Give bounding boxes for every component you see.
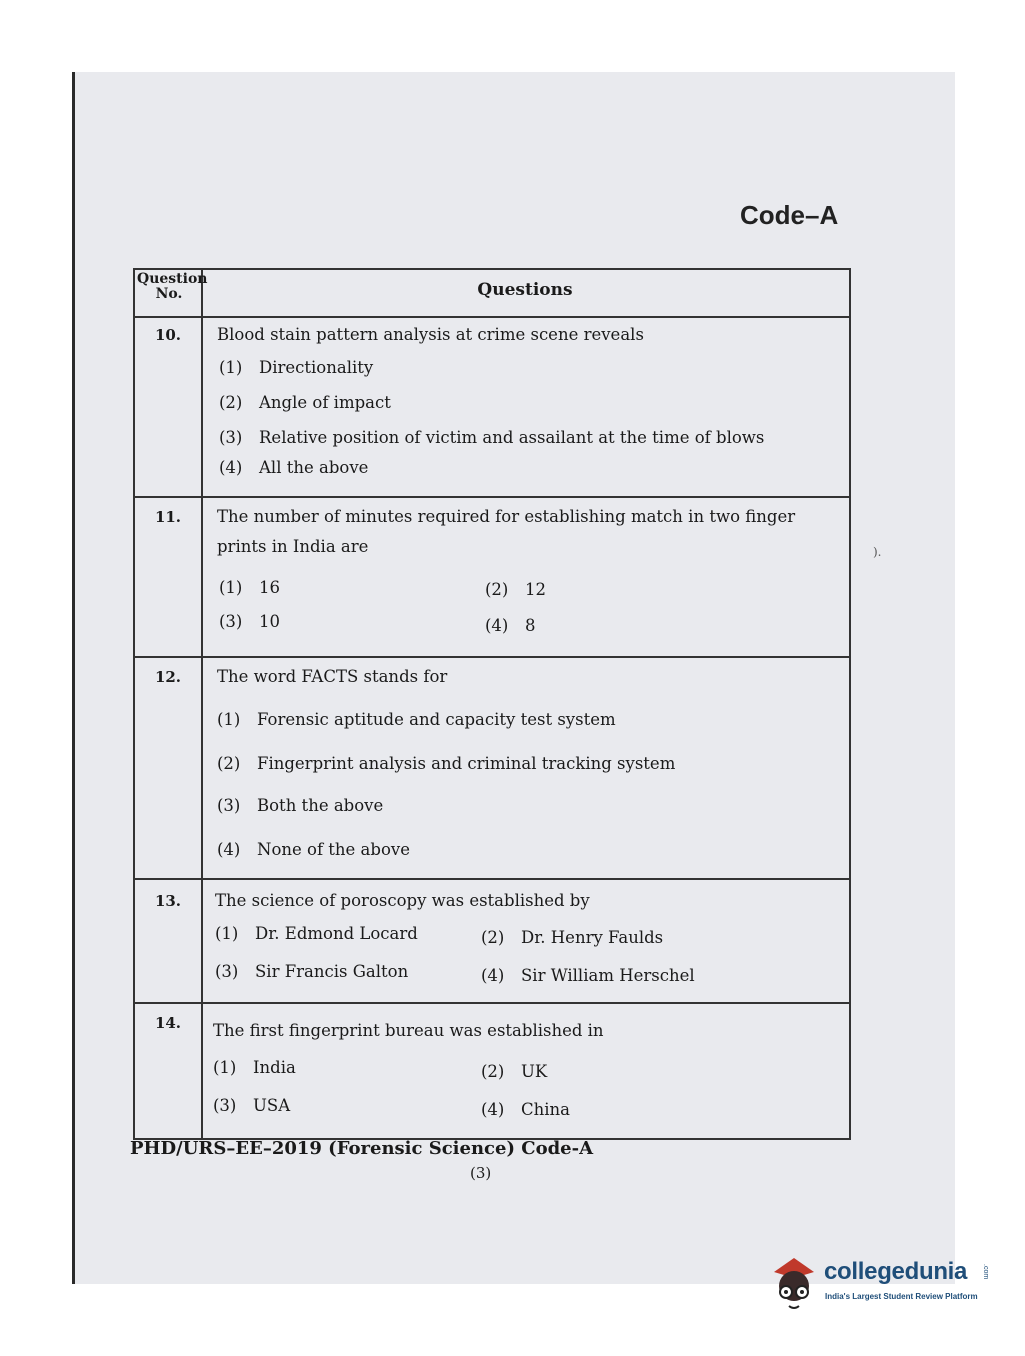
collegedunia-logo	[766, 1250, 996, 1316]
question-text: The first fingerprint bureau was established in	[213, 1021, 604, 1040]
option: (3) USA	[213, 1096, 291, 1115]
question-text: The science of poroscopy was established by	[215, 891, 590, 910]
option: (4) None of the above	[217, 840, 410, 859]
option: (1) Directionality	[219, 358, 374, 377]
page-number: (3)	[470, 1164, 492, 1182]
question-number: 13.	[154, 892, 182, 910]
question-row-14	[135, 1002, 849, 1138]
logo-superscript: .com	[982, 1264, 989, 1280]
option: (3) Both the above	[217, 796, 384, 815]
question-row-13	[135, 878, 849, 1004]
option: (3) Relative position of victim and assailant at the time of blows	[219, 428, 765, 447]
option: (1) Dr. Edmond Locard	[215, 924, 418, 943]
margin-mark: ).	[873, 545, 882, 559]
paper-code-top: Code–A	[740, 200, 839, 230]
question-number: 10.	[154, 326, 182, 344]
question-row-12	[135, 656, 849, 880]
option: (2) Fingerprint analysis and criminal tracking system	[217, 754, 676, 773]
option: (4) Sir William Herschel	[481, 966, 695, 985]
paper-footer-code: PHD/URS–EE–2019 (Forensic Science) Code-A	[130, 1138, 594, 1159]
question-no-header: Question No.	[137, 271, 208, 302]
option: (1) India	[213, 1058, 296, 1077]
option: (4) China	[481, 1100, 570, 1119]
option: (2) Angle of impact	[219, 393, 391, 412]
questions-header: Questions	[477, 280, 573, 300]
option: (1) Forensic aptitude and capacity test system	[217, 710, 616, 729]
question-row-10	[135, 316, 849, 498]
question-text: The word FACTS stands for	[217, 667, 448, 686]
table-header	[135, 270, 849, 318]
question-number: 12.	[154, 668, 182, 686]
option: (2) UK	[481, 1062, 548, 1081]
question-row-11	[135, 496, 849, 658]
option: (3) Sir Francis Galton	[215, 962, 409, 981]
option: (3) 10	[219, 612, 280, 631]
question-number: 11.	[154, 508, 182, 526]
question-text: Blood stain pattern analysis at crime scene reveals	[217, 325, 644, 344]
logo-wordmark: collegedunia	[824, 1258, 968, 1285]
option: (2) 12	[485, 580, 546, 599]
option: (1) 16	[219, 578, 280, 597]
mascot-icon	[766, 1250, 822, 1316]
question-text: The number of minutes required for establishing match in two finger prints in India are	[217, 507, 796, 556]
question-number: 14.	[154, 1014, 182, 1032]
question-table	[133, 268, 851, 1140]
option: (2) Dr. Henry Faulds	[481, 928, 664, 947]
option: (4) All the above	[219, 458, 369, 477]
option: (4) 8	[485, 616, 536, 635]
logo-tagline: India's Largest Student Review Platform	[825, 1292, 978, 1301]
